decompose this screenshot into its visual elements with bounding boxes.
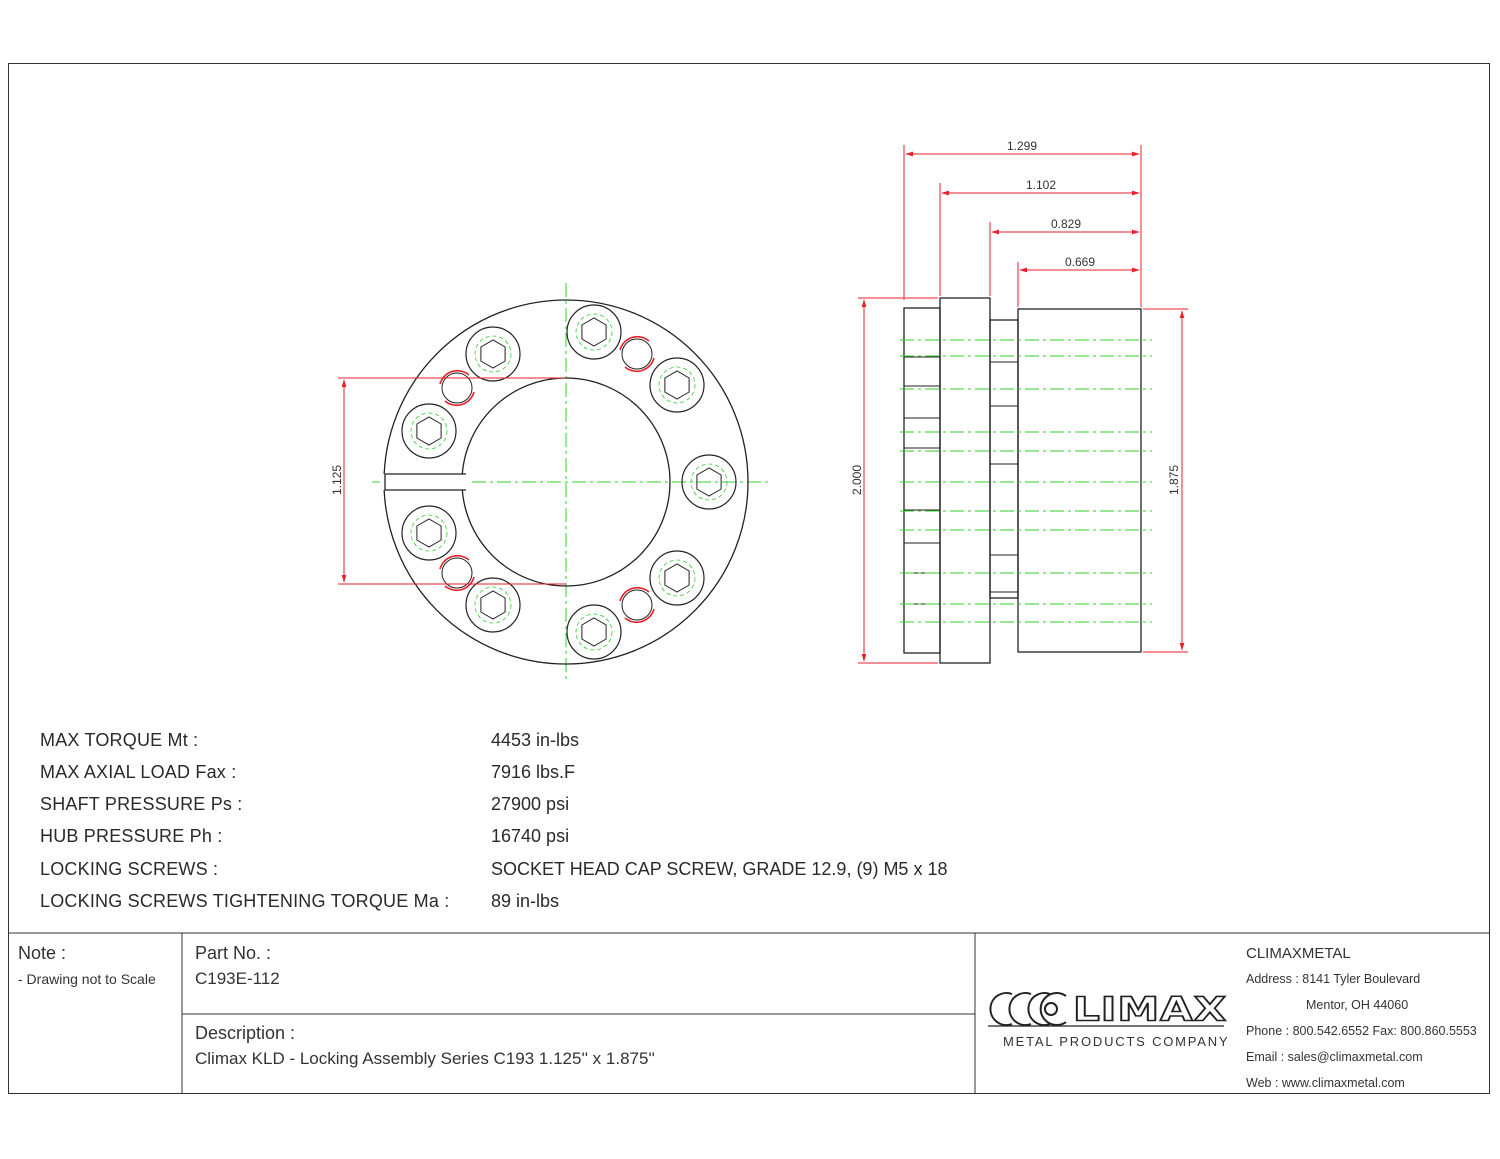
- note-label: Note :: [18, 943, 67, 963]
- hub-body: [1018, 309, 1141, 652]
- dim-outer-dia: 2.000: [850, 464, 864, 496]
- spec-label: MAX AXIAL LOAD Fax :: [40, 762, 237, 782]
- screw-hole: [466, 327, 520, 381]
- spec-value: 16740 psi: [491, 826, 570, 846]
- dim-length-4: 0.669: [1064, 255, 1096, 269]
- spec-value: 27900 psi: [491, 794, 570, 814]
- hex-socket: [582, 618, 606, 646]
- company-name: CLIMAXMETAL: [1246, 945, 1351, 962]
- description-label: Description :: [195, 1023, 296, 1043]
- website: Web : www.climaxmetal.com: [1246, 1076, 1405, 1090]
- spec-label: HUB PRESSURE Ph :: [40, 826, 223, 846]
- spec-label: LOCKING SCREWS TIGHTENING TORQUE Ma :: [40, 891, 450, 911]
- length-dimensions: [904, 145, 1141, 307]
- hex-socket: [417, 417, 441, 445]
- dim-length-2: 1.102: [1025, 178, 1057, 192]
- jack-hole: [622, 339, 652, 369]
- spec-label: LOCKING SCREWS :: [40, 859, 219, 879]
- flange-left: [904, 308, 940, 653]
- hex-socket: [417, 519, 441, 547]
- logo-wordmark: LIMAX: [1073, 990, 1228, 1029]
- spec-label: SHAFT PRESSURE Ps :: [40, 794, 243, 814]
- logo-subtitle: METAL PRODUCTS COMPANY: [1003, 1034, 1230, 1049]
- spec-value: 4453 in-lbs: [491, 730, 580, 750]
- screw-hole: [402, 404, 456, 458]
- part-number: C193E-112: [195, 969, 280, 988]
- hex-socket: [481, 591, 505, 619]
- side-view: [850, 139, 1188, 663]
- screw-hole: [466, 578, 520, 632]
- screw-hole: [402, 506, 456, 560]
- email: Email : sales@climaxmetal.com: [1246, 1050, 1423, 1064]
- spec-value: 7916 lbs.F: [491, 762, 576, 782]
- spec-value: 89 in-lbs: [491, 891, 560, 911]
- screw-hole: [567, 605, 621, 659]
- dim-hub-dia: 1.875: [1167, 464, 1181, 496]
- address-line-1: Address : 8141 Tyler Boulevard: [1246, 972, 1421, 986]
- hex-socket: [481, 340, 505, 368]
- dim-bore-label: 1.125: [330, 464, 344, 496]
- spec-value: SOCKET HEAD CAP SCREW, GRADE 12.9, (9) M5 x 18: [491, 859, 948, 879]
- screw-hole: [650, 551, 704, 605]
- jack-hole: [622, 590, 652, 620]
- hex-socket: [665, 371, 689, 399]
- dim-length-3: 0.829: [1050, 217, 1082, 231]
- note-text: - Drawing not to Scale: [18, 971, 156, 987]
- dim-length-total: 1.299: [1006, 139, 1038, 153]
- screw-hole: [567, 305, 621, 359]
- hex-socket: [582, 318, 606, 346]
- part-label: Part No. :: [195, 943, 272, 963]
- description-text: Climax KLD - Locking Assembly Series C193 1.125'' x 1.875'': [195, 1049, 655, 1068]
- screw-hole: [650, 358, 704, 412]
- front-view: [330, 283, 768, 683]
- spec-label: MAX TORQUE Mt :: [40, 730, 199, 750]
- flange-ring: [940, 298, 990, 663]
- phone-fax: Phone : 800.542.6552 Fax: 800.860.5553: [1246, 1024, 1477, 1038]
- address-line-2: Mentor, OH 44060: [1306, 998, 1409, 1012]
- diameter-dimensions: [858, 298, 1188, 663]
- hex-socket: [665, 564, 689, 592]
